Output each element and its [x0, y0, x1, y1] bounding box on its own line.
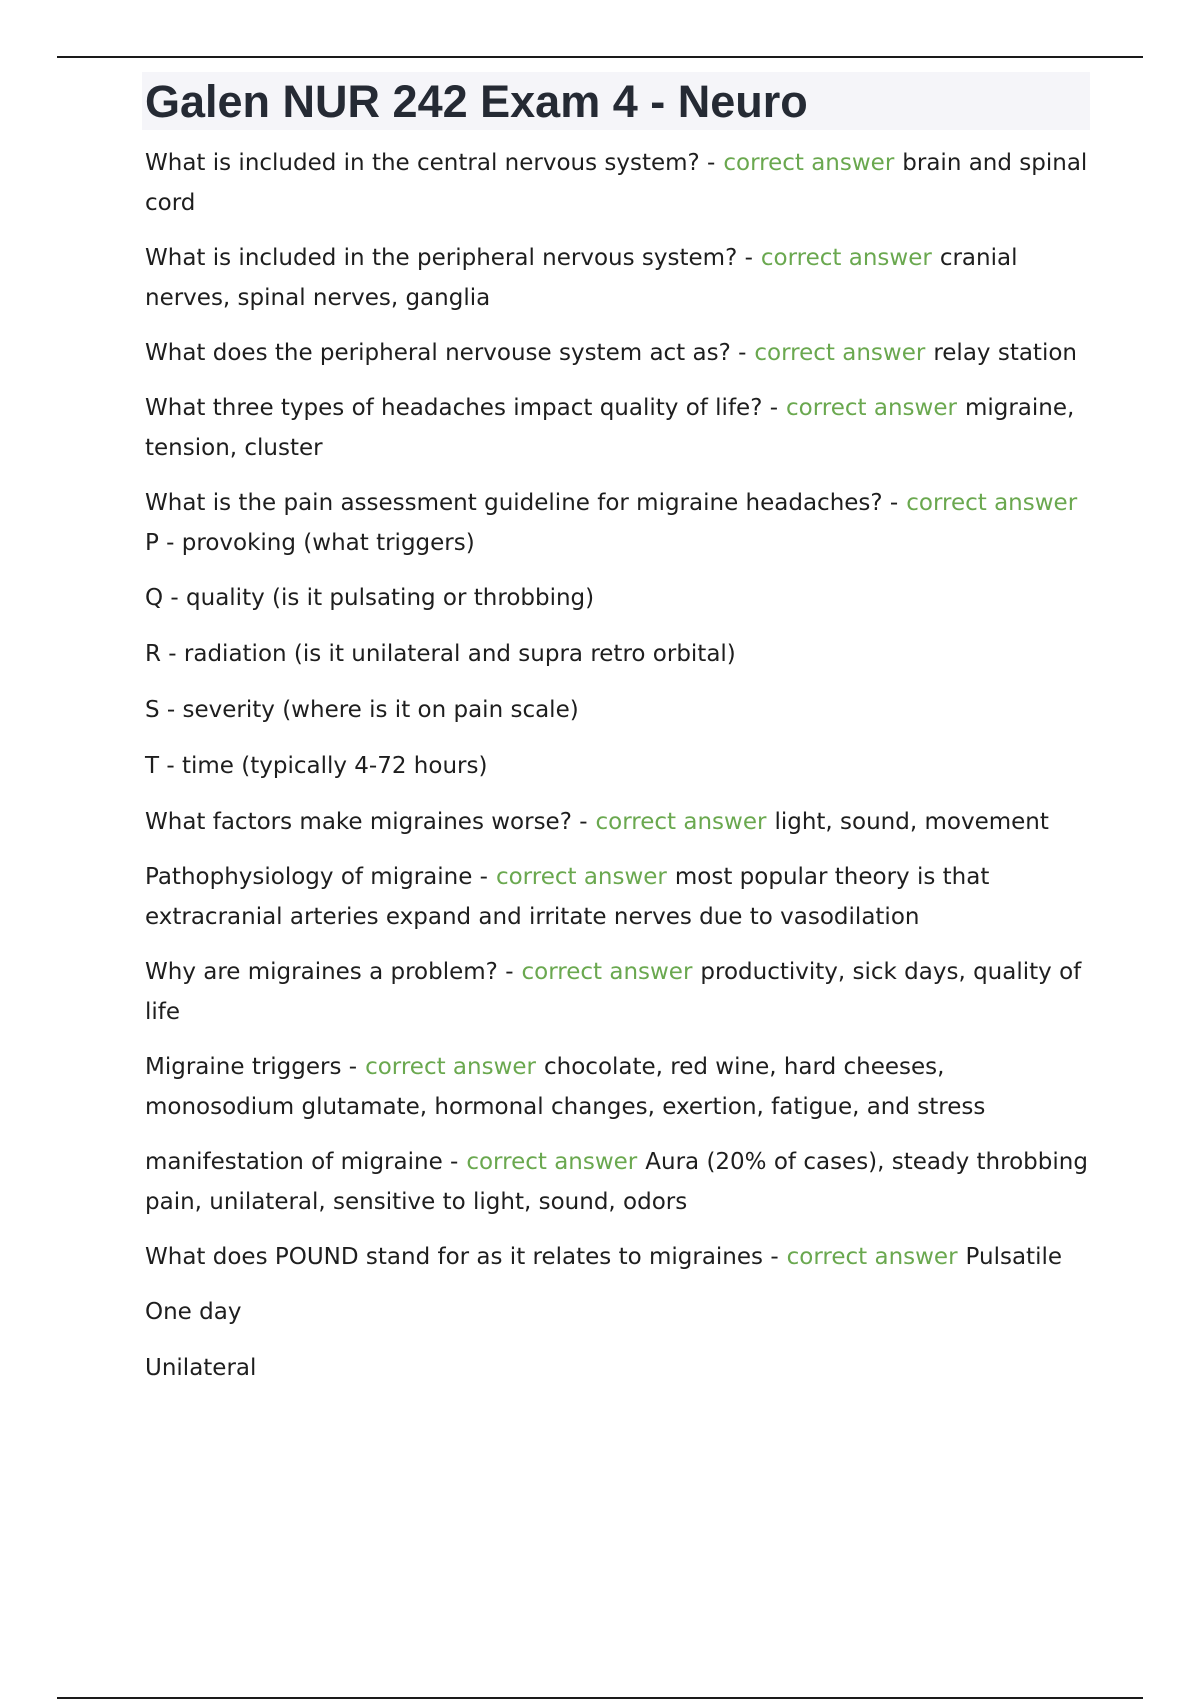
qa-entry [145, 952, 1095, 1032]
question-text: What is included in the peripheral nervous system? - [145, 245, 753, 271]
qa-entry [145, 1237, 1095, 1277]
answer-text: light, sound, movement [774, 809, 1049, 835]
answer-text: most popular theory is that extracranial arteries expand and irritate nerves due to vasodilation [145, 864, 990, 930]
title-band [142, 72, 1090, 130]
qa-entry [145, 238, 1095, 318]
document-page [145, 72, 1095, 1404]
question-text: What is included in the central nervous system? - [145, 150, 716, 176]
qa-entry [145, 388, 1095, 468]
text-line: Q - quality (is it pulsating or throbbing) [145, 585, 595, 611]
correct-answer-label: correct answer [786, 395, 957, 421]
answer-text: relay station [933, 340, 1077, 366]
question-text: What three types of headaches impact quality of life? - [145, 395, 779, 421]
qa-entry [145, 1142, 1095, 1222]
qa-entry [145, 802, 1095, 842]
answer-text: migraine, tension, cluster [145, 395, 1075, 461]
correct-answer-label: correct answer [521, 959, 693, 985]
text-line: T - time (typically 4-72 hours) [145, 753, 488, 779]
qa-entry [145, 143, 1095, 223]
correct-answer-label: correct answer [495, 864, 667, 890]
text-line: S - severity (where is it on pain scale) [145, 697, 579, 723]
answer-text: Aura (20% of cases), steady throbbing pain, unilateral, sensitive to light, sound, odors [145, 1149, 1088, 1215]
qa-entry [145, 483, 1095, 563]
question-text: Why are migraines a problem? - [145, 959, 514, 985]
question-text: Pathophysiology of migraine - [145, 864, 488, 890]
correct-answer-label: correct answer [595, 809, 767, 835]
question-text: What does the peripheral nervouse system act as? - [145, 340, 747, 366]
answer-text: Pulsatile [965, 1244, 1063, 1270]
answer-text: productivity, sick days, quality of life [145, 959, 1082, 1025]
top-rule [57, 56, 1143, 58]
correct-answer-label: correct answer [786, 1244, 958, 1270]
text-line: R - radiation (is it unilateral and supra retro orbital) [145, 641, 736, 667]
qa-entry [145, 857, 1095, 937]
qa-entry [145, 1047, 1095, 1127]
text-line: Unilateral [145, 1355, 257, 1381]
correct-answer-label: correct answer [723, 150, 895, 176]
question-text: What factors make migraines worse? - [145, 809, 588, 835]
answer-text: P - provoking (what triggers) [145, 530, 475, 556]
correct-answer-label: correct answer [906, 490, 1078, 516]
bottom-rule [57, 1697, 1143, 1699]
correct-answer-label: correct answer [365, 1054, 536, 1080]
correct-answer-label: correct answer [754, 340, 926, 366]
text-line: One day [145, 1299, 242, 1325]
question-text: manifestation of migraine - [145, 1149, 459, 1175]
document-content [145, 143, 1095, 1388]
document-title: Galen NUR 242 Exam 4 - Neuro [145, 75, 808, 127]
question-text: What does POUND stand for as it relates to migraines - [145, 1244, 779, 1270]
question-text: Migraine triggers - [145, 1054, 358, 1080]
answer-text: brain and spinal cord [145, 150, 1088, 216]
correct-answer-label: correct answer [760, 245, 932, 271]
answer-text: chocolate, red wine, hard cheeses, monosodium glutamate, hormonal changes, exertion, fatigue, and stress [145, 1054, 986, 1120]
question-text: What is the pain assessment guideline for migraine headaches? - [145, 490, 899, 516]
correct-answer-label: correct answer [466, 1149, 638, 1175]
answer-text: cranial nerves, spinal nerves, ganglia [145, 245, 1018, 311]
qa-entry [145, 333, 1095, 373]
